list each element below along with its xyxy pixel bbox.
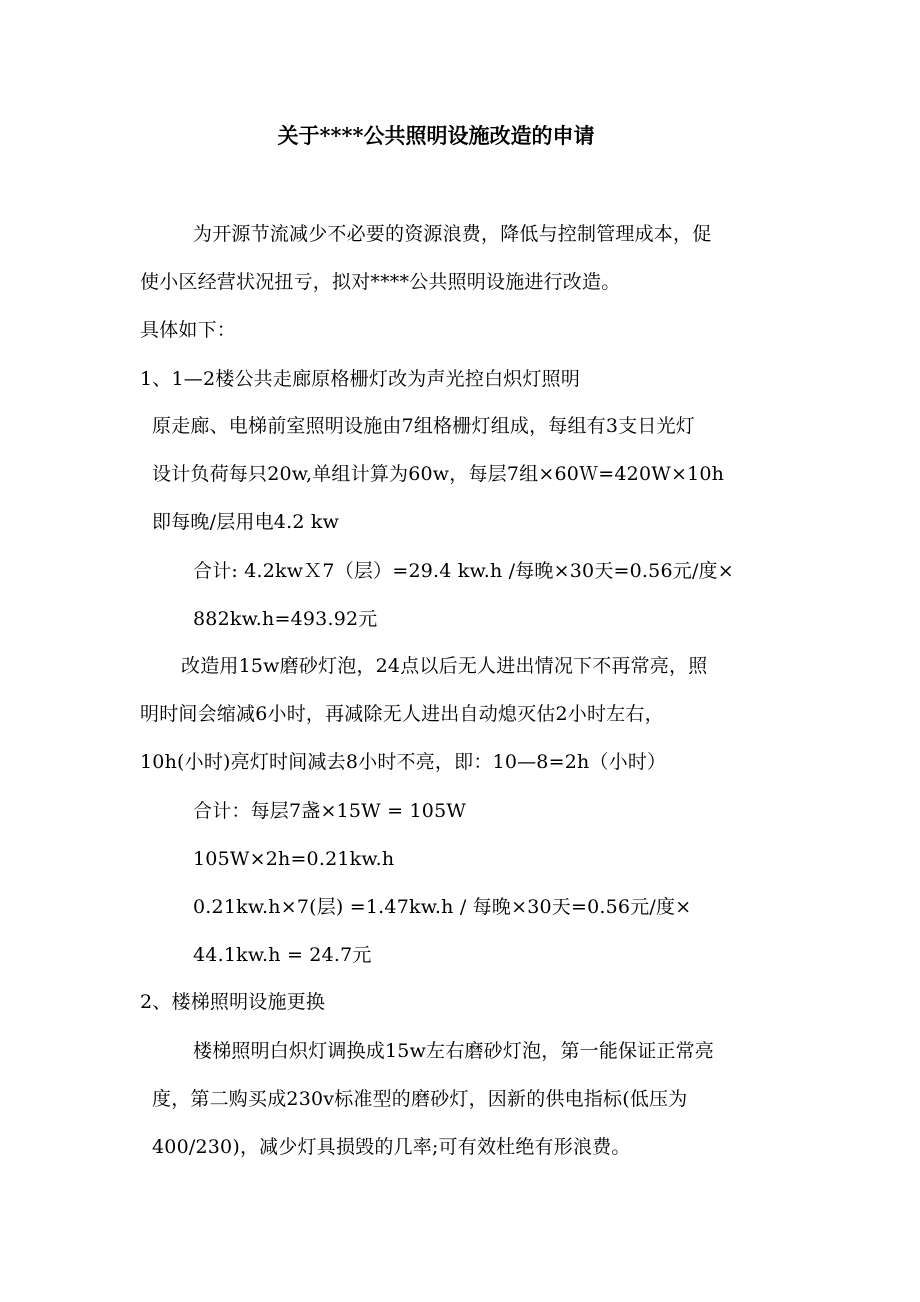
text-line: 400/230)，减少灯具损毁的几率;可有效杜绝有形浪费。	[152, 1136, 631, 1158]
text-line: 原走廊、电梯前室照明设施由7组格栅灯组成，每组有3支日光灯	[152, 415, 695, 437]
text-line: 改造用15w磨砂灯泡，24点以后无人进出情况下不再常亮，照	[181, 655, 708, 677]
text-line: 为开源节流减少不必要的资源浪费，降低与控制管理成本，促	[193, 223, 712, 245]
text-line: 楼梯照明白炽灯调换成15w左右磨砂灯泡，第一能保证正常亮	[193, 1040, 715, 1062]
calculation-line: 合计: 4.2kwＸ7（层）=29.4 kw.h /每晚×30天=0.56元/度×	[193, 560, 734, 582]
calculation-line: 105W×2h=0.21kw.h	[193, 848, 395, 870]
text-line: 度，第二购买成230v标准型的磨砂灯，因新的供电指标(低压为	[152, 1088, 688, 1110]
calculation-line: 合计：每层7盏×15W = 105W	[193, 800, 467, 822]
text-line: 设计负荷每只20w,单组计算为60w，每层7组×60Ｗ=420W×10h	[152, 463, 725, 485]
document-title: 关于****公共照明设施改造的申请	[277, 123, 595, 148]
text-line: 10h(小时)亮灯时间减去8小时不亮，即：10—8=2h（小时）	[140, 751, 667, 773]
text-line: 使小区经营状况扭亏，拟对****公共照明设施进行改造。	[140, 271, 621, 293]
text-line: 即每晚/层用电4.2 kw	[152, 511, 340, 533]
calculation-line: 44.1kw.h = 24.7元	[193, 944, 372, 966]
section-heading: 1、1—2楼公共走廊原格栅灯改为声光控白炽灯照明	[140, 368, 581, 390]
section-heading: 2、楼梯照明设施更换	[140, 991, 326, 1013]
text-line: 具体如下：	[140, 319, 237, 341]
text-line: 明时间会缩减6小时，再减除无人进出自动熄灭估2小时左右，	[140, 703, 664, 725]
calculation-line: 0.21kw.h×7(层) =1.47kw.h / 每晚×30天=0.56元/度×	[193, 896, 692, 918]
calculation-line: 882kw.h=493.92元	[193, 608, 378, 630]
